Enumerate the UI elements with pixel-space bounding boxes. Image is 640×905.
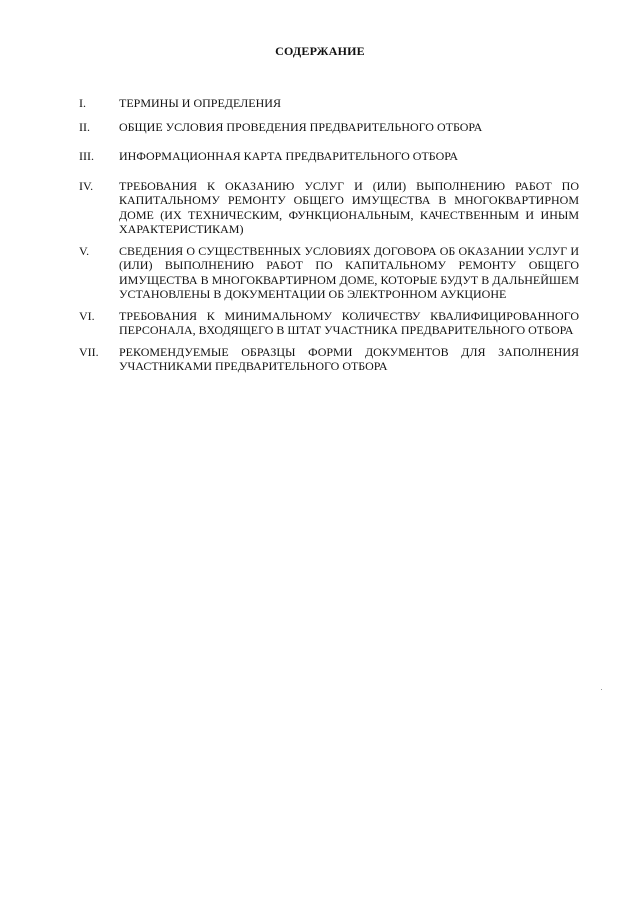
toc-number: V.	[79, 243, 90, 258]
toc-number: III.	[79, 149, 94, 163]
toc-text: ИНФОРМАЦИОННАЯ КАРТА ПРЕДВАРИТЕЛЬНОГО ОТБОРА	[119, 149, 459, 163]
toc-text: РЕКОМЕНДУЕМЫЕ ОБРАЗЦЫ ФОРМИ ДОКУМЕНТОВ ДЛЯ ЗАПОЛНЕНИЯ УЧАСТНИКАМИ ПРЕДВАРИТЕЛЬНОГО ОТБОРА	[119, 344, 579, 373]
scan-speck	[601, 689, 602, 690]
toc-item	[79, 149, 579, 164]
toc-text: СВЕДЕНИЯ О СУЩЕСТВЕННЫХ УСЛОВИЯХ ДОГОВОРА ОБ ОКАЗАНИИ УСЛУГ И (ИЛИ) ВЫПОЛНЕНИЮ РАБОТ ПО КАПИТАЛЬНОМУ РЕМОНТУ ОБЩЕГО ИМУЩЕСТВА В МНОГОКВАРТИРНОМ ДОМЕ, КОТОРЫЕ БУДУТ В ДАЛЬНЕЙШЕМ УСТАНОВЛЕНЫ В ДОКУМЕНТАЦИИ ОБ ЭЛЕКТРОННОМ АУКЦИОНЕ	[119, 243, 579, 301]
toc-item	[79, 179, 579, 237]
toc-number: VI.	[79, 308, 95, 323]
toc-item	[79, 345, 579, 374]
table-of-contents	[79, 96, 579, 374]
toc-item	[79, 244, 579, 302]
toc-number: IV.	[79, 178, 94, 193]
toc-text: ОБЩИЕ УСЛОВИЯ ПРОВЕДЕНИЯ ПРЕДВАРИТЕЛЬНОГО ОТБОРА	[119, 119, 483, 134]
toc-item	[79, 309, 579, 338]
toc-number: II.	[79, 119, 90, 134]
toc-number: I.	[79, 96, 86, 110]
toc-text: ТРЕБОВАНИЯ К ОКАЗАНИЮ УСЛУГ И (ИЛИ) ВЫПОЛНЕНИЮ РАБОТ ПО КАПИТАЛЬНОМУ РЕМОНТУ ОБЩЕГО ИМУЩЕСТВА В МНОГОКВАРТИРНОМ ДОМЕ (ИХ ТЕХНИЧЕСКИМ, ФУНКЦИОНАЛЬНЫМ, КАЧЕСТВЕННЫМ И ИНЫМ ХАРАКТЕРИСТИКАМ)	[119, 178, 579, 236]
toc-text: ТЕРМИНЫ И ОПРЕДЕЛЕНИЯ	[119, 96, 281, 110]
toc-text: ТРЕБОВАНИЯ К МИНИМАЛЬНОМУ КОЛИЧЕСТВУ КВАЛИФИЦИРОВАННОГО ПЕРСОНАЛА, ВХОДЯЩЕГО В ШТАТ УЧАСТНИКА ПРЕДВАРИТЕЛЬНОГО ОТБОРА	[119, 308, 579, 337]
toc-item	[79, 120, 579, 135]
toc-item	[79, 96, 579, 111]
toc-number: VII.	[79, 344, 99, 359]
page-title: СОДЕРЖАНИЕ	[275, 44, 365, 58]
